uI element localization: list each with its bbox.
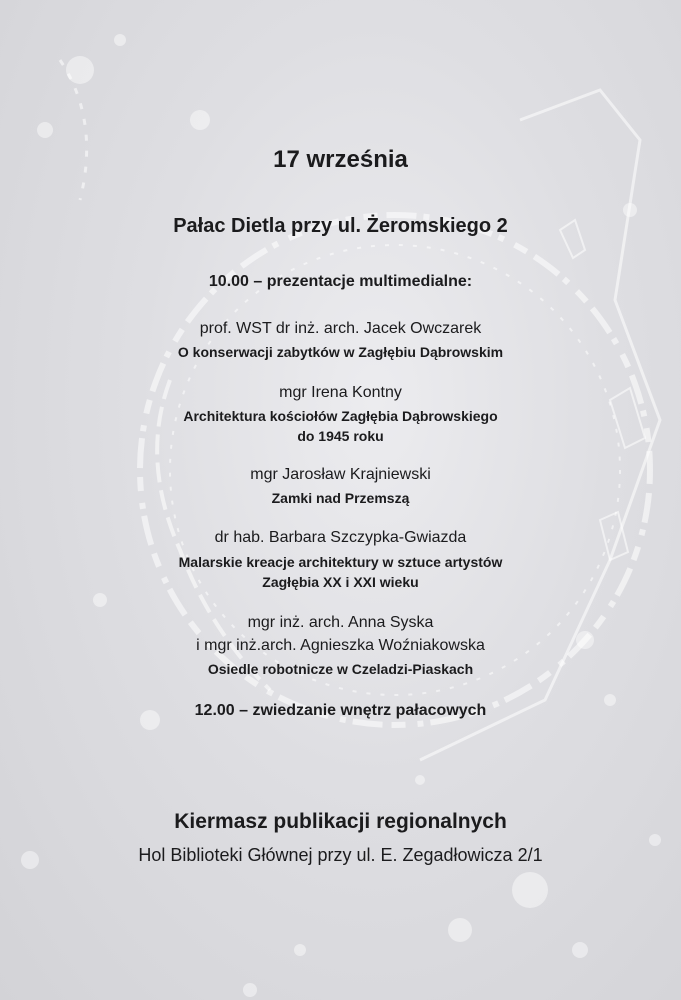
talk-4-title-line-2: Zagłębia XX i XXI wieku	[262, 574, 419, 590]
event-venue: Pałac Dietla przy ul. Żeromskiego 2	[173, 215, 508, 237]
talk-5-speaker-line-2: i mgr inż.arch. Agnieszka Woźniakowska	[196, 637, 485, 654]
talk-3-title: Zamki nad Przemszą	[271, 490, 410, 506]
fair-location: Hol Biblioteki Głównej przy ul. E. Zegadłowicza 2/1	[138, 845, 543, 865]
talk-2-speaker: mgr Irena Kontny	[279, 384, 402, 401]
talk-5-speaker: mgr inż. arch. Anna Syska	[247, 614, 434, 631]
fair-title: Kiermasz publikacji regionalnych	[174, 810, 507, 833]
talk-1-speaker: prof. WST dr inż. arch. Jacek Owczarek	[199, 320, 482, 337]
talk-4-speaker: dr hab. Barbara Szczypka-Gwiazda	[214, 529, 467, 546]
talk-5-title: Osiedle robotnicze w Czeladzi-Piaskach	[207, 661, 474, 677]
talk-3-speaker: mgr Jarosław Krajniewski	[250, 466, 431, 483]
talk-4-title: Malarskie kreacje architektury w sztuce artystów	[178, 554, 503, 570]
talk-1-title: O konserwacji zabytków w Zagłębiu Dąbrowskim	[177, 344, 504, 360]
talk-2-title-line-2: do 1945 roku	[297, 428, 384, 444]
talk-2-title: Architektura kościołów Zagłębia Dąbrowskiego	[183, 408, 498, 424]
session-multimedia: 10.00 – prezentacje multimedialne:	[208, 273, 473, 290]
session-tour: 12.00 – zwiedzanie wnętrz pałacowych	[194, 702, 487, 719]
event-date: 17 września	[273, 146, 408, 173]
